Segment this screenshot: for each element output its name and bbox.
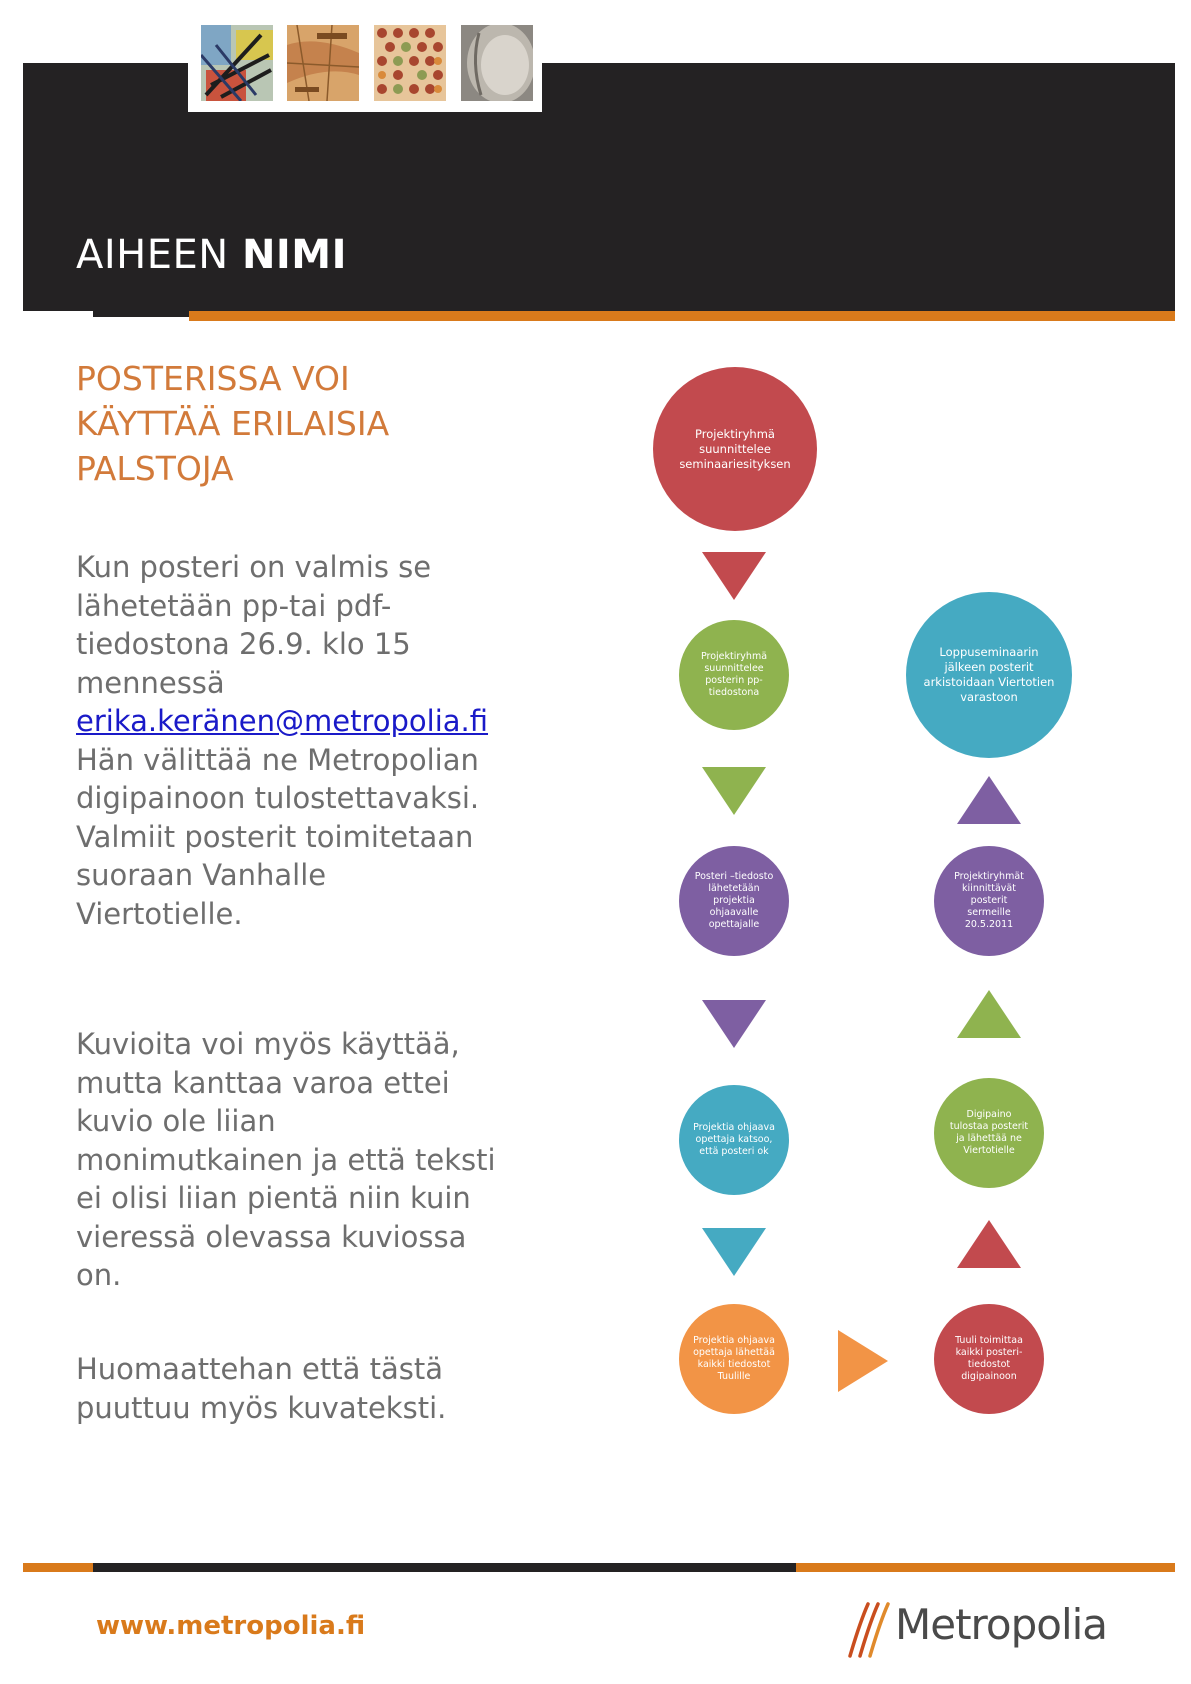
metal-texture-image	[461, 25, 533, 101]
arrow-down-blue-icon	[702, 1228, 766, 1276]
forwarding-text: Hän välittää ne Metropolian digipainoon tulostettavaksi. Valmiit posterit toimitetaan suoraan Vanhalle Viertotielle.	[76, 742, 480, 931]
paragraph-submission	[76, 548, 496, 933]
metropolia-logo-text: Metropolia	[895, 1600, 1108, 1649]
flow-step-7: Digipaino tulostaa posterit ja lähettää ne Viertotielle	[934, 1078, 1044, 1188]
paragraph-caption-note: Huomaattehan että tästä puuttuu myös kuvateksti.	[76, 1352, 447, 1425]
header-strip-dark	[93, 311, 189, 317]
arrow-down-purple-icon	[702, 1000, 766, 1048]
title-bold: NIMI	[241, 232, 347, 278]
section-heading: POSTERISSA VOI KÄYTTÄÄ ERILAISIA PALSTOJA	[76, 359, 390, 488]
arrow-down-red-icon	[702, 552, 766, 600]
title-light: AIHEEN	[76, 232, 229, 278]
header-strip-orange	[189, 311, 1175, 321]
flow-step-5: Projektia ohjaava opettaja lähettää kaikki tiedostot Tuulille	[679, 1304, 789, 1414]
dots-pattern-image	[374, 25, 446, 101]
submission-text: Kun posteri on valmis se lähetetään pp-tai pdf-tiedostona 26.9. klo 15 mennessä	[76, 550, 432, 700]
footer-strip-orange-right	[796, 1563, 1175, 1572]
arrow-up-green-icon	[957, 990, 1021, 1038]
arrow-up-red-icon	[957, 1220, 1021, 1268]
arrow-down-green-icon	[702, 767, 766, 815]
paragraph-figures: Kuvioita voi myös käyttää, mutta kanttaa varoa ettei kuvio ole liian monimutkainen ja että teksti ei olisi liian pientä niin kuin vieressä olevassa kuviossa on.	[76, 1027, 496, 1292]
fabric-pattern-image	[201, 25, 273, 101]
flow-step-8: Projektiryhmät kiinnittävät posterit sermeille 20.5.2011	[934, 846, 1044, 956]
footer-strip-dark	[93, 1563, 796, 1572]
header-strip-white	[23, 311, 93, 317]
page-title	[76, 232, 347, 278]
flow-step-6: Tuuli toimittaa kaikki posteri-tiedostot digipainoon	[934, 1304, 1044, 1414]
flow-step-9: Loppuseminaarin jälkeen posterit arkistoidaan Viertotien varastoon	[906, 592, 1072, 758]
flow-step-4: Projektia ohjaava opettaja katsoo, että posteri ok	[679, 1085, 789, 1195]
arrow-right-orange-icon	[838, 1330, 888, 1392]
flow-step-2: Projektiryhmä suunnittelee posterin pp-tiedostona	[679, 620, 789, 730]
arrow-up-purple-icon	[957, 776, 1021, 824]
metropolia-logo-icon	[846, 1596, 896, 1660]
flow-step-3: Posteri –tiedosto lähetetään projektia ohjaavalle opettajalle	[679, 846, 789, 956]
email-link[interactable]: erika.keränen@metropolia.fi	[76, 704, 489, 738]
flow-step-1: Projektiryhmä suunnittelee seminaariesityksen	[653, 367, 817, 531]
map-image	[287, 25, 359, 101]
footer-strip-orange-left	[23, 1563, 93, 1572]
footer-url[interactable]: www.metropolia.fi	[96, 1611, 366, 1641]
